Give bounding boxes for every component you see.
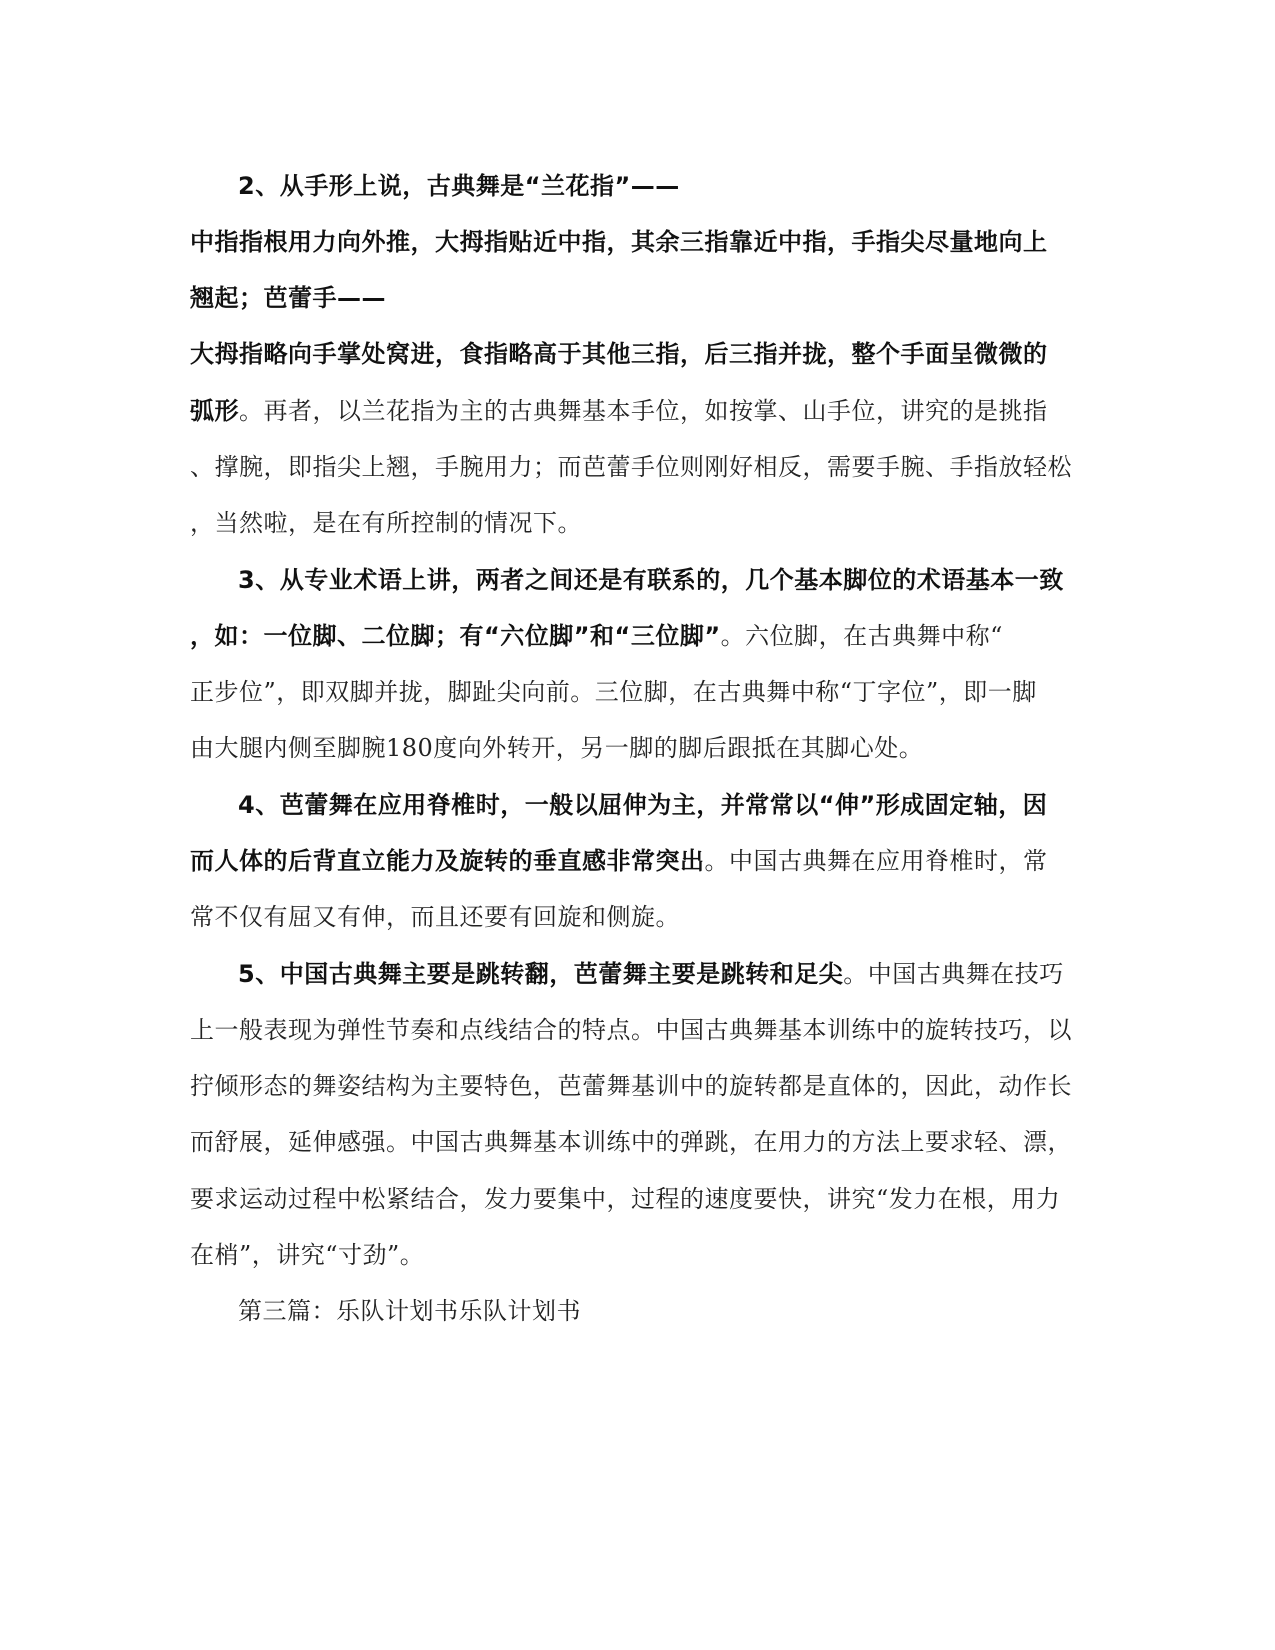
bold-text: 弧形 — [190, 397, 239, 425]
text-line — [238, 171, 680, 201]
bold-text: 3、从专业术语上讲，两者之间还是有联系的，几个基本脚位的术语基本一致 — [238, 566, 1064, 594]
text-line — [190, 1127, 1072, 1157]
bold-text: 中指指根用力向外推，大拇指贴近中指，其余三指靠近中指，手指尖尽量地向上 — [190, 228, 1048, 256]
normal-text: 常不仅有屈又有伸，而且还要有回旋和侧旋。 — [190, 903, 680, 931]
normal-text: 正步位”，即双脚并拢，脚趾尖向前。三位脚，在古典舞中称“丁字位”，即一脚 — [190, 678, 1037, 706]
text-line — [238, 959, 1064, 989]
text-line — [190, 1184, 1060, 1214]
text-line — [238, 790, 1047, 820]
bold-text: 翘起；芭蕾手—— — [190, 284, 386, 312]
text-line — [190, 1071, 1072, 1101]
text-line — [190, 733, 923, 763]
text-line — [190, 339, 1048, 369]
text-line — [238, 565, 1064, 595]
bold-text: ，如：一位脚、二位脚；有“六位脚”和“三位脚” — [190, 622, 721, 650]
normal-text: 拧倾形态的舞姿结构为主要特色，芭蕾舞基训中的旋转都是直体的，因此，动作长 — [190, 1072, 1072, 1100]
text-line — [190, 508, 582, 538]
text-line — [190, 283, 386, 313]
bold-text: 2、从手形上说，古典舞是“兰花指”—— — [238, 172, 680, 200]
normal-text: 。中国古典舞在技巧 — [843, 960, 1064, 988]
normal-text: 。六位脚，在古典舞中称“ — [720, 622, 1003, 650]
bold-text: 大拇指略向手掌处窝进，食指略高于其他三指，后三指并拢，整个手面呈微微的 — [190, 340, 1048, 368]
normal-text: 而舒展，延伸感强。中国古典舞基本训练中的弹跳，在用力的方法上要求轻、漂， — [190, 1128, 1072, 1156]
text-line — [190, 396, 1048, 426]
bold-text: 5、中国古典舞主要是跳转翻，芭蕾舞主要是跳转和足尖 — [238, 960, 844, 988]
text-line — [190, 846, 1048, 876]
text-line — [190, 452, 1072, 482]
bold-text: 4、芭蕾舞在应用脊椎时，一般以屈伸为主，并常常以“伸”形成固定轴，因 — [238, 791, 1048, 819]
normal-text: 。中国古典舞在应用脊椎时，常 — [704, 847, 1048, 875]
text-line — [190, 677, 1037, 707]
normal-text: 要求运动过程中松紧结合，发力要集中，过程的速度要快，讲究“发力在根，用力 — [190, 1185, 1061, 1213]
text-line — [190, 902, 680, 932]
normal-text: 在梢”，讲究“寸劲”。 — [190, 1241, 425, 1269]
normal-text: 由大腿内侧至脚腕180度向外转开，另一脚的脚后跟抵在其脚心处。 — [190, 734, 924, 762]
normal-text: 。再者，以兰花指为主的古典舞基本手位，如按掌、山手位，讲究的是挑指 — [239, 397, 1048, 425]
normal-text: 第三篇：乐队计划书乐队计划书 — [238, 1297, 581, 1325]
text-line — [190, 621, 1003, 651]
bold-text: 而人体的后背直立能力及旋转的垂直感非常突出 — [190, 847, 705, 875]
normal-text: 、撑腕，即指尖上翘，手腕用力；而芭蕾手位则刚好相反，需要手腕、手指放轻松 — [190, 453, 1072, 481]
text-line — [238, 1296, 581, 1326]
text-line — [190, 1240, 424, 1270]
normal-text: ，当然啦，是在有所控制的情况下。 — [190, 509, 582, 537]
text-line — [190, 227, 1048, 257]
text-line — [190, 1015, 1072, 1045]
normal-text: 上一般表现为弹性节奏和点线结合的特点。中国古典舞基本训练中的旋转技巧，以 — [190, 1016, 1072, 1044]
